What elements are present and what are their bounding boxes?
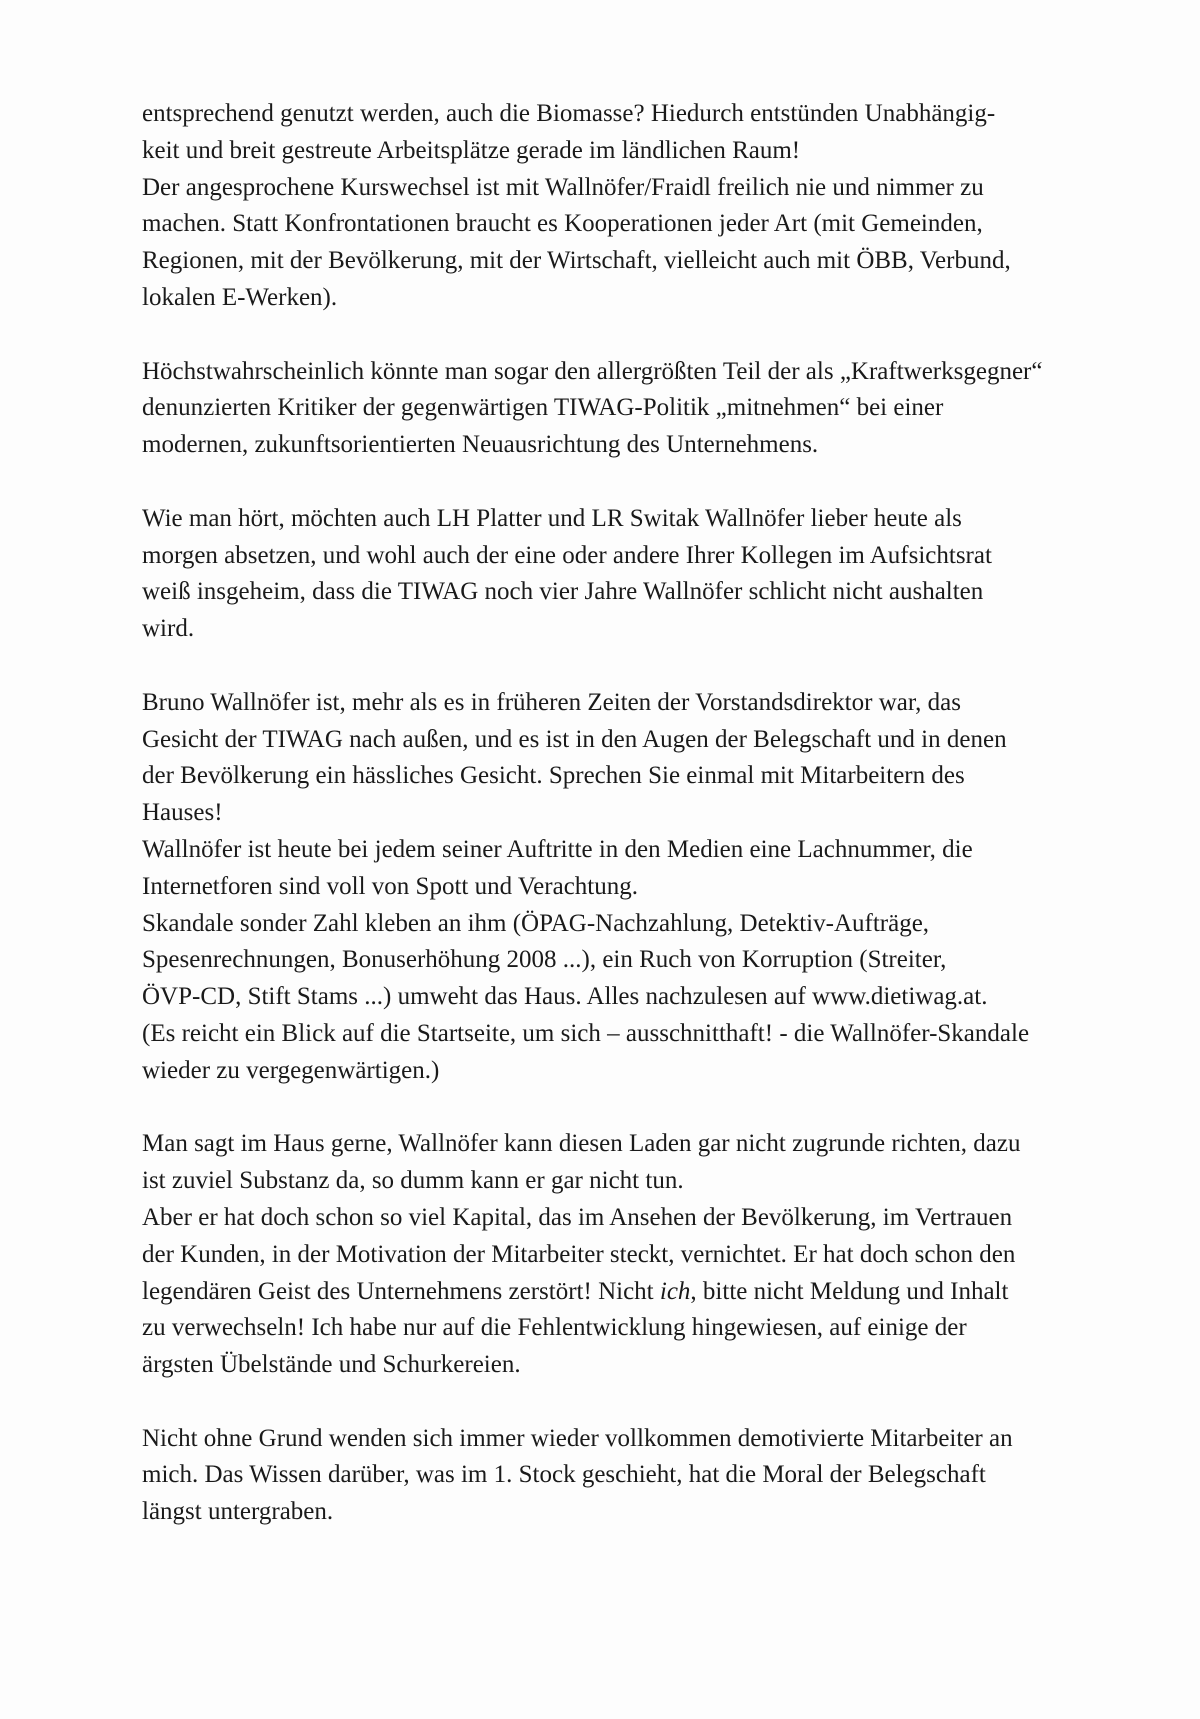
text-line: (Es reicht ein Blick auf die Startseite, um sich – ausschnitthaft! - die Wallnöfer-Skandale — [142, 1019, 1030, 1047]
text-line: ÖVP-CD, Stift Stams ...) umweht das Haus. Alles nachzulesen auf www.dietiwag.at. — [142, 983, 988, 1011]
text-line: Bruno Wallnöfer ist, mehr als es in früheren Zeiten der Vorstandsdirektor war, das — [142, 688, 961, 716]
letter-body — [142, 96, 1102, 1531]
text-line: Wallnöfer ist heute bei jedem seiner Auftritte in den Medien eine Lachnummer, die — [142, 835, 973, 863]
text-line: denunzierten Kritiker der gegenwärtigen TIWAG-Politik „mitnehmen“ bei einer — [142, 394, 944, 422]
paragraph-gap — [142, 1384, 1102, 1421]
text-segment: legendären Geist des Unternehmens zerstört! Nicht — [142, 1277, 660, 1305]
text-line: entsprechend genutzt werden, auch die Biomasse? Hiedurch entstünden Unabhängig- — [142, 100, 996, 127]
text-line: modernen, zukunftsorientierten Neuausrichtung des Unternehmens. — [142, 431, 819, 459]
text-line: lokalen E-Werken). — [142, 283, 338, 311]
paragraph-1 — [142, 96, 1102, 317]
text-line: Man sagt im Haus gerne, Wallnöfer kann diesen Laden gar nicht zugrunde richten, dazu — [142, 1130, 1021, 1158]
text-line: Wie man hört, möchten auch LH Platter und LR Switak Wallnöfer lieber heute als — [142, 504, 962, 532]
text-line: der Kunden, in der Motivation der Mitarbeiter steckt, vernichtet. Er hat doch schon den — [142, 1240, 1016, 1268]
text-line: längst untergraben. — [142, 1498, 334, 1526]
text-line: Nicht ohne Grund wenden sich immer wieder vollkommen demotivierte Mitarbeiter an — [142, 1424, 1013, 1452]
text-line: Internetforen sind voll von Spott und Verachtung. — [142, 872, 638, 900]
text-line: Hauses! — [142, 799, 223, 827]
text-line: Gesicht der TIWAG nach außen, und es ist in den Augen der Belegschaft und in denen — [142, 725, 1007, 753]
paragraph-gap — [142, 648, 1102, 685]
text-line: Skandale sonder Zahl kleben an ihm (ÖPAG-Nachzahlung, Detektiv-Aufträge, — [142, 909, 930, 937]
paragraph-4 — [142, 685, 1102, 1090]
text-line: Aber er hat doch schon so viel Kapital, das im Ansehen der Bevölkerung, im Vertrauen — [142, 1203, 1013, 1231]
text-line: morgen absetzen, und wohl auch der eine oder andere Ihrer Kollegen im Aufsichtsrat — [142, 541, 992, 569]
text-line: wird. — [142, 615, 195, 643]
text-line: keit und breit gestreute Arbeitsplätze gerade im ländlichen Raum! — [142, 136, 801, 164]
paragraph-gap — [142, 464, 1102, 501]
paragraph-gap — [142, 1090, 1102, 1127]
text-line: machen. Statt Konfrontationen braucht es Kooperationen jeder Art (mit Gemeinden, — [142, 210, 983, 238]
text-segment: , bitte nicht Meldung und Inhalt — [690, 1277, 1009, 1305]
text-line: ist zuviel Substanz da, so dumm kann er gar nicht tun. — [142, 1167, 684, 1195]
paragraph-2 — [142, 354, 1102, 464]
text-line: wieder zu vergegenwärtigen.) — [142, 1056, 440, 1084]
text-line: Regionen, mit der Bevölkerung, mit der Wirtschaft, vielleicht auch mit ÖBB, Verbund, — [142, 247, 1011, 275]
text-line: Spesenrechnungen, Bonuserhöhung 2008 ...), ein Ruch von Korruption (Streiter, — [142, 946, 947, 974]
text-line: Der angesprochene Kurswechsel ist mit Wallnöfer/Fraidl freilich nie und nimmer zu — [142, 173, 984, 201]
emphasized-word: ich — [659, 1277, 691, 1305]
text-line: ärgsten Übelstände und Schurkereien. — [142, 1351, 521, 1379]
paragraph-6 — [142, 1421, 1102, 1531]
text-line: weiß insgeheim, dass die TIWAG noch vier Jahre Wallnöfer schlicht nicht aushalten — [142, 578, 984, 606]
paragraph-5 — [142, 1126, 1102, 1384]
text-line: Höchstwahrscheinlich könnte man sogar den allergrößten Teil der als „Kraftwerksgegner“ — [142, 357, 1043, 385]
text-line: zu verwechseln! Ich habe nur auf die Fehlentwicklung hingewiesen, auf einige der — [142, 1314, 967, 1342]
paragraph-3 — [142, 501, 1102, 648]
text-line: der Bevölkerung ein hässliches Gesicht. Sprechen Sie einmal mit Mitarbeitern des — [142, 762, 965, 790]
paragraph-gap — [142, 317, 1102, 354]
text-line: mich. Das Wissen darüber, was im 1. Stock geschieht, hat die Moral der Belegschaft — [142, 1461, 986, 1489]
text-line-with-emphasis — [142, 1274, 1102, 1311]
